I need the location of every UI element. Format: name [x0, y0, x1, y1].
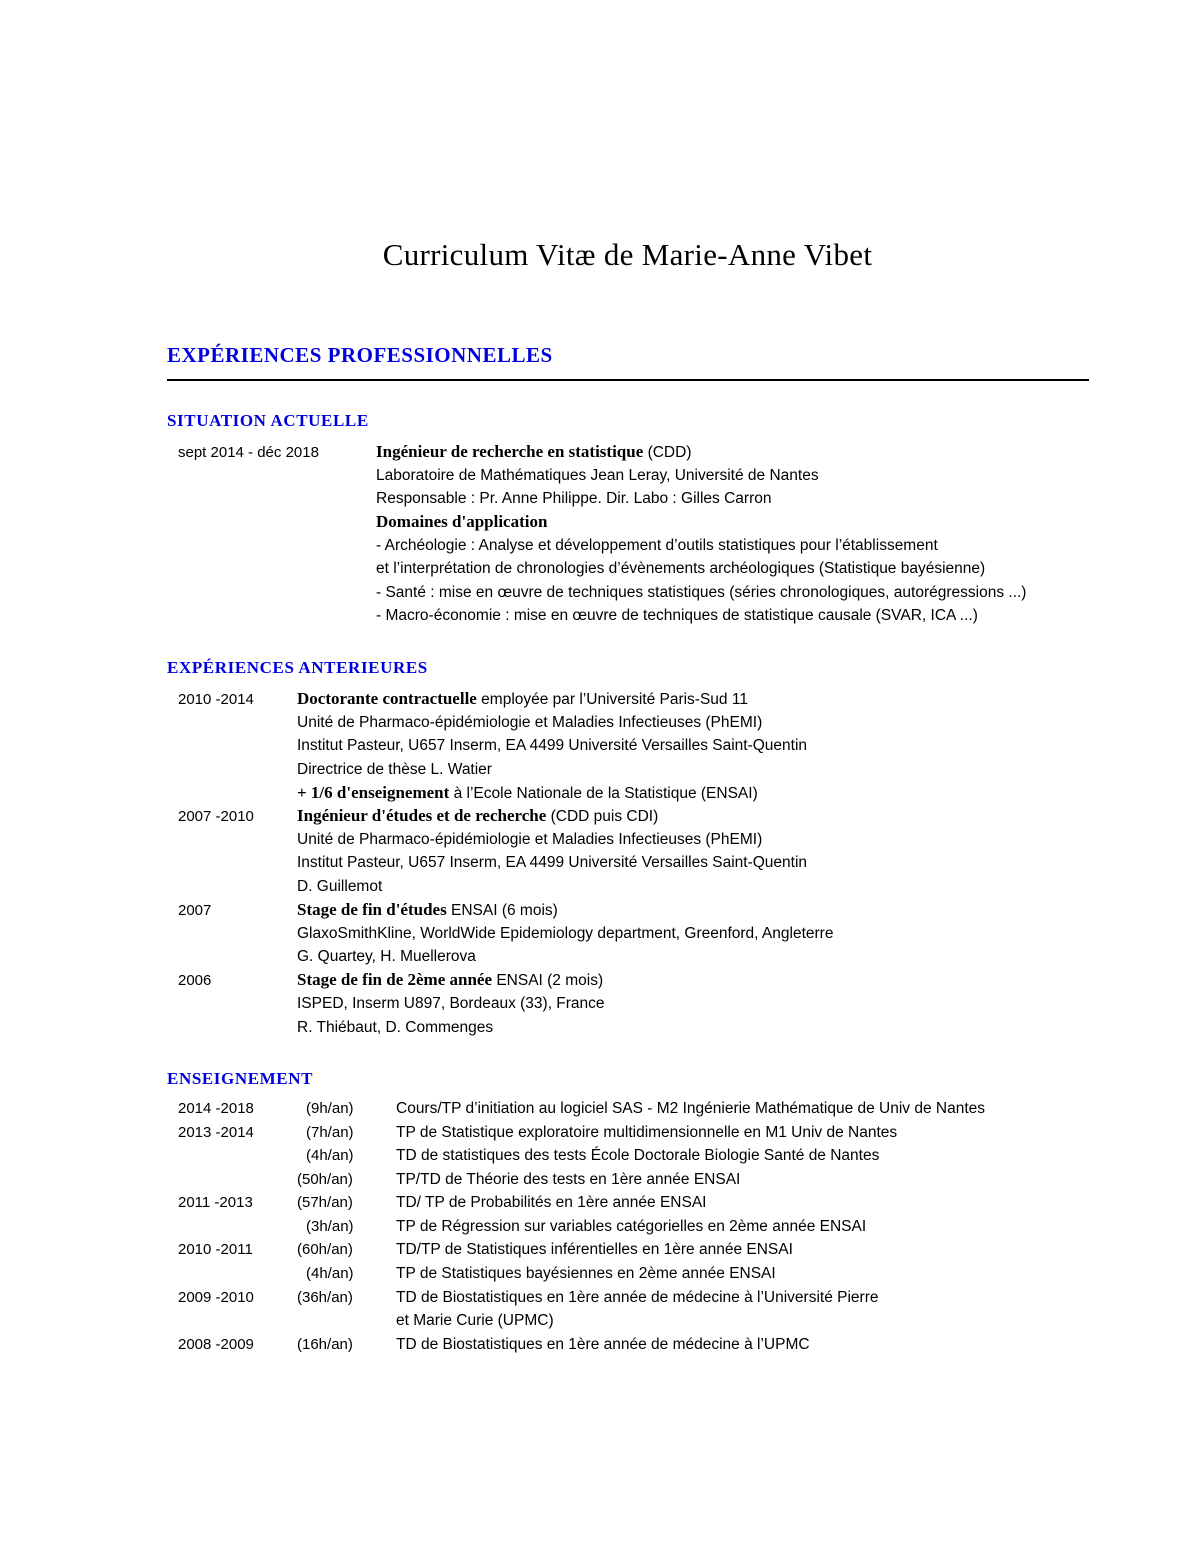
teaching-desc: TD de Biostatistiques en 1ère année de médecine à l’UPMC — [396, 1336, 810, 1353]
entry-dates: 2007 -2010 — [178, 808, 254, 825]
entry-line: D. Guillemot — [297, 878, 383, 895]
teaching-desc: et Marie Curie (UPMC) — [396, 1312, 554, 1329]
teaching-hours: (9h/an) — [306, 1100, 354, 1117]
teaching-hours: (36h/an) — [297, 1289, 353, 1306]
subsection-heading-current: SITUATION ACTUELLE — [167, 411, 369, 430]
entry-dates: 2007 — [178, 902, 212, 919]
entry-line: R. Thiébaut, D. Commenges — [297, 1019, 494, 1036]
entry-line: Directrice de thèse L. Watier — [297, 761, 492, 778]
current-role — [376, 442, 691, 463]
entry-title — [297, 689, 748, 710]
current-role-contract: (CDD) — [643, 444, 692, 461]
entry-title-bold: Ingénieur d'études et de recherche — [297, 806, 547, 825]
subsection-heading-previous: EXPÉRIENCES ANTERIEURES — [167, 658, 428, 677]
entry-extra — [297, 783, 758, 804]
entry-title-bold: Stage de fin de 2ème année — [297, 970, 493, 989]
current-lab: Laboratoire de Mathématiques Jean Leray, Université de Nantes — [376, 467, 819, 484]
domain-line: et l’interprétation de chronologies d’évènements archéologiques (Statistique bayésienne) — [376, 560, 986, 577]
teaching-hours: (3h/an) — [306, 1218, 354, 1235]
entry-line: Unité de Pharmaco-épidémiologie et Maladies Infectieuses (PhEMI) — [297, 714, 763, 731]
teaching-hours: (57h/an) — [297, 1194, 353, 1211]
entry-title-rest: ENSAI (6 mois) — [446, 902, 558, 919]
entry-title — [297, 970, 603, 991]
teaching-desc: TP de Régression sur variables catégorielles en 2ème année ENSAI — [396, 1218, 867, 1235]
entry-dates: 2010 -2014 — [178, 691, 254, 708]
domain-line: - Santé : mise en œuvre de techniques statistiques (séries chronologiques, autorégressions ...) — [376, 584, 1027, 601]
teaching-desc: Cours/TP d’initiation au logiciel SAS - M2 Ingénierie Mathématique de Univ de Nantes — [396, 1100, 986, 1117]
entry-line: Institut Pasteur, U657 Inserm, EA 4499 Université Versailles Saint-Quentin — [297, 854, 808, 871]
teaching-hours: (16h/an) — [297, 1336, 353, 1353]
teaching-desc: TP/TD de Théorie des tests en 1ère année ENSAI — [396, 1171, 741, 1188]
teaching-desc: TD de Biostatistiques en 1ère année de médecine à l’Université Pierre — [396, 1289, 879, 1306]
page-title: Curriculum Vitæ de Marie-Anne Vibet — [382, 237, 873, 272]
entry-title-rest: employée par l’Université Paris-Sud 11 — [476, 691, 748, 708]
teaching-hours: (60h/an) — [297, 1241, 353, 1258]
current-dates: sept 2014 - déc 2018 — [178, 444, 319, 461]
current-role-title: Ingénieur de recherche en statistique — [376, 442, 644, 461]
entry-line: G. Quartey, H. Muellerova — [297, 948, 476, 965]
domain-line: - Macro-économie : mise en œuvre de techniques de statistique causale (SVAR, ICA ...) — [376, 607, 978, 624]
entry-title-bold: Doctorante contractuelle — [297, 689, 477, 708]
current-supervisors: Responsable : Pr. Anne Philippe. Dir. Labo : Gilles Carron — [376, 490, 772, 507]
teaching-desc: TD/TP de Statistiques inférentielles en 1ère année ENSAI — [396, 1241, 793, 1258]
section-rule — [167, 379, 1089, 381]
section-heading-professional: EXPÉRIENCES PROFESSIONNELLES — [167, 343, 553, 367]
entry-line: GlaxoSmithKline, WorldWide Epidemiology department, Greenford, Angleterre — [297, 925, 834, 942]
teaching-desc: TP de Statistique exploratoire multidimensionnelle en M1 Univ de Nantes — [396, 1124, 898, 1141]
current-domains-heading — [376, 512, 547, 533]
teaching-years: 2011 -2013 — [178, 1194, 253, 1211]
teaching-years: 2014 -2018 — [178, 1100, 254, 1117]
entry-title-bold: Stage de fin d'études — [297, 900, 447, 919]
teaching-years: 2013 -2014 — [178, 1124, 254, 1141]
entry-extra-bold: + 1/6 d'enseignement — [297, 783, 450, 802]
entry-line: Institut Pasteur, U657 Inserm, EA 4499 Université Versailles Saint-Quentin — [297, 737, 808, 754]
entry-title — [297, 806, 658, 827]
teaching-years: 2008 -2009 — [178, 1336, 254, 1353]
entry-title-rest: (CDD puis CDI) — [546, 808, 659, 825]
entry-title-rest: ENSAI (2 mois) — [492, 972, 604, 989]
entry-extra-rest: à l’Ecole Nationale de la Statistique (ENSAI) — [449, 785, 758, 802]
teaching-desc: TP de Statistiques bayésiennes en 2ème année ENSAI — [396, 1265, 776, 1282]
entry-line: ISPED, Inserm U897, Bordeaux (33), France — [297, 995, 605, 1012]
entry-dates: 2006 — [178, 972, 212, 989]
entry-title — [297, 900, 558, 921]
domain-line: - Archéologie : Analyse et développement d’outils statistiques pour l’établissement — [376, 537, 938, 554]
teaching-hours: (4h/an) — [306, 1147, 354, 1164]
teaching-hours: (50h/an) — [297, 1171, 353, 1188]
teaching-years: 2009 -2010 — [178, 1289, 254, 1306]
entry-line: Unité de Pharmaco-épidémiologie et Maladies Infectieuses (PhEMI) — [297, 831, 763, 848]
teaching-desc: TD/ TP de Probabilités en 1ère année ENSAI — [396, 1194, 707, 1211]
teaching-hours: (4h/an) — [306, 1265, 354, 1282]
teaching-desc: TD de statistiques des tests École Doctorale Biologie Santé de Nantes — [396, 1147, 880, 1164]
domains-heading-text: Domaines d'application — [376, 512, 548, 531]
subsection-heading-teaching: ENSEIGNEMENT — [167, 1069, 314, 1088]
teaching-hours: (7h/an) — [306, 1124, 354, 1141]
teaching-years: 2010 -2011 — [178, 1241, 253, 1258]
